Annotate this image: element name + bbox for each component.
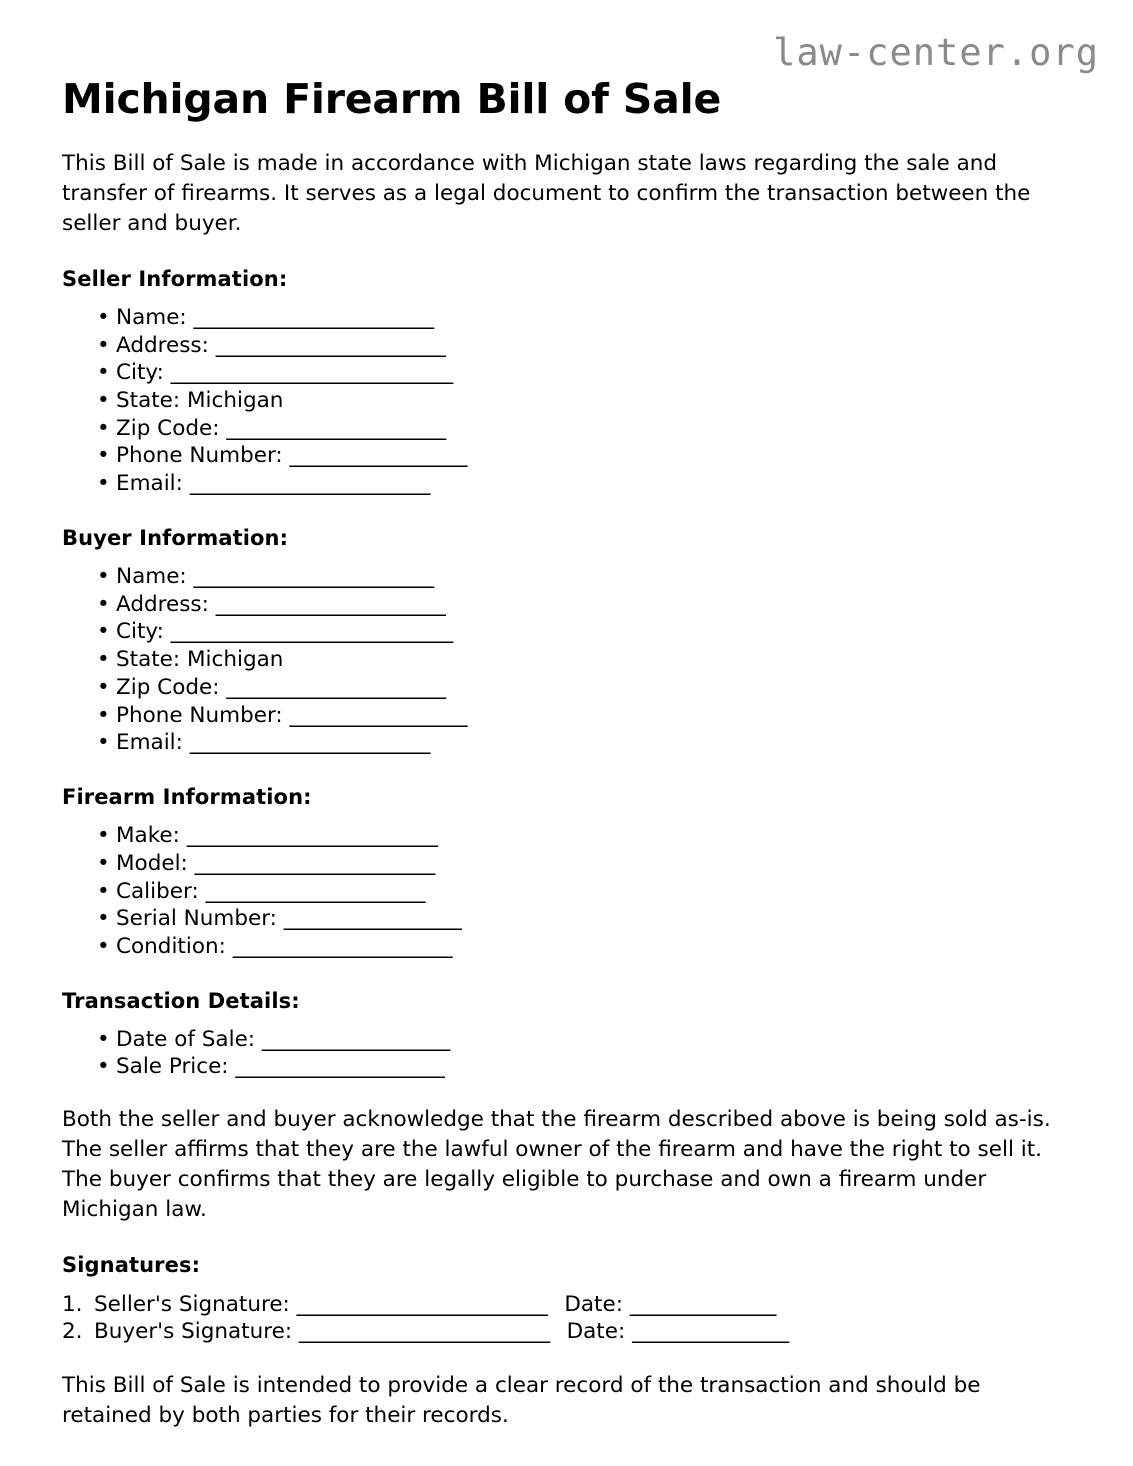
list-number: 2. [62, 1319, 83, 1345]
field-blank[interactable]: _____________________ [205, 878, 426, 904]
field-label: Name: [116, 304, 187, 330]
field-label: Name: [116, 563, 187, 589]
page-title: Michigan Firearm Bill of Sale [62, 75, 722, 123]
intro-paragraph: This Bill of Sale is made in accordance with Michigan state laws regarding the sale and transfer of firearms. It serves as a legal document to confirm the transaction between the seller and buyer. [62, 151, 1031, 236]
field-label: Condition: [116, 933, 226, 959]
field-blank[interactable]: _______________________ [193, 304, 434, 330]
list-number: 1. [62, 1291, 83, 1317]
field-label: State: [116, 387, 181, 413]
field-blank[interactable]: _______________________ [189, 471, 431, 497]
field-label: Serial Number: [116, 906, 277, 932]
date-blank[interactable]: ______________ [629, 1291, 777, 1317]
field-buyer-zip-code [62, 674, 1071, 702]
field-label: Caliber: [116, 878, 199, 904]
field-seller-email [62, 470, 1071, 498]
field-buyer-email [62, 729, 1071, 757]
field-blank[interactable]: _________________ [289, 702, 468, 728]
date-label: Date: [566, 1319, 626, 1345]
field-blank[interactable]: ___________________________ [170, 619, 453, 645]
signature-label: Buyer's Signature: [94, 1319, 293, 1345]
site-watermark: law-center.org [773, 31, 1099, 74]
field-blank[interactable]: ____________________ [235, 1054, 445, 1080]
field-buyer-address [62, 591, 1071, 619]
field-blank[interactable]: ________________________ [186, 823, 438, 849]
field-value: Michigan [187, 647, 284, 673]
field-label: Date of Sale: [116, 1026, 256, 1052]
transaction-fields-list [62, 1013, 1071, 1081]
closing-paragraph: This Bill of Sale is intended to provide a clear record of the transaction and should be retained by both parties for their records. [62, 1373, 981, 1429]
field-blank[interactable]: _______________________ [189, 730, 431, 756]
field-blank[interactable]: _________________ [289, 443, 468, 469]
signature-blank[interactable]: ________________________ [298, 1319, 550, 1345]
field-blank[interactable]: __________________ [261, 1026, 450, 1052]
field-label: Sale Price: [116, 1054, 229, 1080]
field-value: Michigan [187, 387, 284, 413]
field-seller-phone-number [62, 442, 1071, 470]
firearm-fields-list [62, 809, 1071, 961]
field-blank[interactable]: _______________________ [193, 563, 434, 589]
field-seller-name [62, 304, 1071, 332]
field-firearm-serial-number [62, 905, 1071, 933]
field-sale-price [62, 1053, 1071, 1081]
field-seller-zip-code [62, 415, 1071, 443]
field-label: Zip Code: [116, 674, 220, 700]
buyer-fields-list [62, 550, 1071, 757]
field-firearm-make [62, 822, 1071, 850]
field-label: Address: [116, 332, 209, 358]
field-buyer-city [62, 618, 1071, 646]
field-firearm-condition [62, 933, 1071, 961]
field-label: City: [116, 360, 164, 386]
field-blank[interactable]: _____________________ [226, 415, 446, 441]
signatures-list [62, 1277, 1071, 1346]
field-label: Email: [116, 730, 183, 756]
field-buyer-name [62, 563, 1071, 591]
date-label: Date: [564, 1291, 623, 1317]
field-buyer-phone-number [62, 702, 1071, 730]
field-label: Model: [116, 850, 188, 876]
signature-label: Seller's Signature: [94, 1291, 290, 1317]
field-label: State: [116, 647, 181, 673]
signature-blank[interactable]: ________________________ [296, 1291, 548, 1317]
seller-fields-list [62, 291, 1071, 498]
field-firearm-caliber [62, 878, 1071, 906]
signature-row-seller [62, 1291, 1071, 1319]
field-label: Phone Number: [116, 443, 283, 469]
field-label: Phone Number: [116, 702, 283, 728]
field-blank[interactable]: _______________________ [194, 850, 435, 876]
field-firearm-model [62, 850, 1071, 878]
field-date-of-sale [62, 1026, 1071, 1054]
acknowledgement-paragraph: Both the seller and buyer acknowledge that the firearm described above is being sold as-is. The seller affirms that they are the lawful owner of the firearm and have the right to sell it. The buyer confirms that they are legally eligible to purchase and own a firearm under Michigan law. [62, 1107, 1051, 1222]
date-blank[interactable]: _______________ [632, 1319, 789, 1345]
field-blank[interactable]: _____________________ [226, 674, 446, 700]
firearm-information-heading: Firearm Information: [62, 785, 312, 810]
signature-row-buyer [62, 1318, 1071, 1346]
seller-information-heading: Seller Information: [62, 266, 288, 291]
field-blank[interactable]: _____________________ [232, 933, 453, 959]
field-label: Email: [116, 471, 183, 497]
field-seller-address [62, 332, 1071, 360]
field-label: Address: [116, 591, 209, 617]
field-blank[interactable]: ___________________________ [170, 360, 453, 386]
field-blank[interactable]: ______________________ [215, 332, 446, 358]
field-blank[interactable]: ______________________ [215, 591, 446, 617]
signatures-heading: Signatures: [62, 1252, 201, 1277]
field-seller-city [62, 359, 1071, 387]
field-buyer-state [62, 646, 1071, 674]
buyer-information-heading: Buyer Information: [62, 525, 289, 550]
field-label: Zip Code: [116, 415, 220, 441]
field-blank[interactable]: _________________ [283, 906, 462, 932]
field-seller-state [62, 387, 1071, 415]
field-label: City: [116, 619, 164, 645]
field-label: Make: [116, 823, 180, 849]
transaction-details-heading: Transaction Details: [62, 988, 300, 1013]
